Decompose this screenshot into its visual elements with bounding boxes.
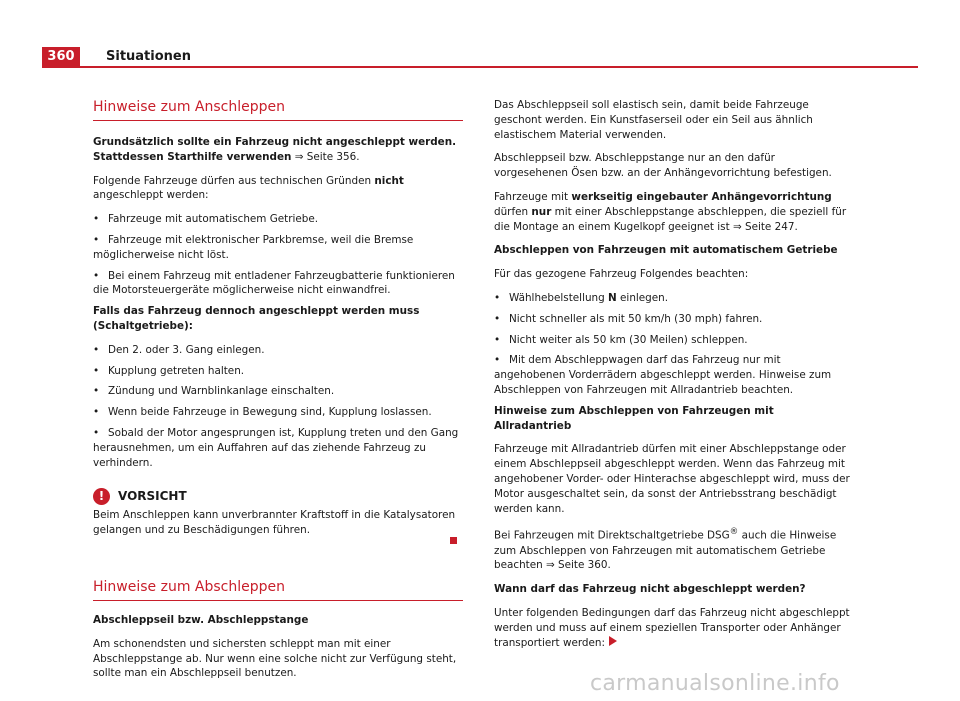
paragraph: Unter folgenden Bedingungen darf das Fahrzeug nicht abgeschleppt werden und muss auf einem speziellen Transporter oder Anhänger transportiert werden: [494, 606, 850, 649]
subheading: Wann darf das Fahrzeug nicht abgeschleppt werden? [494, 583, 806, 596]
subheading: Hinweise zum Abschleppen von Fahrzeugen mit Allradantrieb [494, 404, 774, 432]
bullet-list [494, 291, 850, 398]
paragraph: Folgende Fahrzeuge dürfen aus technischen Gründen nicht angeschleppt werden: [93, 174, 404, 202]
paragraph: Abschleppseil bzw. Abschleppstange nur an den dafür vorgesehenen Ösen bzw. an der Anhängevorrichtung befestigen. [494, 152, 832, 180]
list-item: • Zündung und Warnblinkanlage einschalten. [93, 385, 335, 398]
paragraph: Bei Fahrzeugen mit Direktschaltgetriebe DSG® auch die Hinweise zum Abschleppen von Fahrzeugen mit automatischem Getriebe beachten ⇒ Seite 360. [494, 527, 837, 572]
paragraph: Für das gezogene Fahrzeug Folgendes beachten: [494, 268, 749, 281]
list-item: • Fahrzeuge mit elektronischer Parkbremse, weil die Bremse möglicherweise nicht löst. [93, 233, 414, 261]
page-ref-link[interactable]: ⇒ Seite 247. [732, 220, 798, 233]
right-column [494, 98, 850, 659]
list-item: • Fahrzeuge mit automatischem Getriebe. [93, 213, 319, 226]
paragraph: Fahrzeuge mit werkseitig eingebauter Anhängevorrichtung dürfen nur mit einer Abschleppstange abschleppen, die speziell für die Montage an einem Kugelkopf geeignet ist ⇒ Seite 247. [494, 190, 847, 233]
caution-header [93, 488, 463, 505]
bullet-list-2 [93, 343, 463, 471]
section-title-anschleppen: Hinweise zum Anschleppen [93, 98, 463, 121]
left-column [93, 98, 463, 690]
subheading: Abschleppen von Fahrzeugen mit automatischem Getriebe [494, 244, 838, 257]
page-ref-link[interactable]: ⇒ Seite 356. [294, 150, 360, 163]
list-item: • Kupplung getreten halten. [93, 364, 245, 377]
continue-arrow-icon [609, 636, 617, 646]
list-item: • Sobald der Motor angesprungen ist, Kupplung treten und den Gang herausnehmen, um ein Auffahren auf das ziehende Fahrzeug zu verhindern. [93, 426, 459, 469]
page-header [42, 47, 918, 67]
end-marker-icon [450, 537, 457, 544]
list-item: • Den 2. oder 3. Gang einlegen. [93, 343, 265, 356]
caution-title: VORSICHT [118, 489, 187, 504]
paragraph: Am schonendsten und sichersten schleppt man mit einer Abschleppstange ab. Nur wenn eine solche nicht zur Verfügung steht, sollte man ein Abschleppseil benutzen. [93, 637, 457, 680]
page-ref-link[interactable]: ⇒ Seite 360. [546, 559, 611, 572]
paragraph: Das Abschleppseil soll elastisch sein, damit beide Fahrzeuge geschont werden. Ein Kunstfaserseil oder ein Seil aus ähnlich elastischem Material verwenden. [494, 99, 813, 141]
list-item: • Wenn beide Fahrzeuge in Bewegung sind, Kupplung loslassen. [93, 406, 432, 419]
watermark: carmanualsonline.info [590, 671, 840, 696]
list-item: • Wählhebelstellung N einlegen. [494, 291, 669, 304]
list-item: • Nicht weiter als 50 km (30 Meilen) schleppen. [494, 333, 748, 346]
paragraph: Fahrzeuge mit Allradantrieb dürfen mit einer Abschleppstange oder einem Abschleppseil abgeschleppt werden. Wenn das Fahrzeug mit angehobener Vorder- oder Hinterachse abgeschleppt wird, muss der Motor ausgeschaltet sein, da sonst der Antriebsstrang beschädigt werden kann. [494, 443, 850, 515]
intro-paragraph: Grundsätzlich sollte ein Fahrzeug nicht angeschleppt werden. Stattdessen Starthilfe verwenden ⇒ Seite 356. [93, 136, 457, 163]
subheading: Falls das Fahrzeug dennoch angeschleppt werden muss (Schaltgetriebe): [93, 305, 420, 332]
warning-icon: ! [93, 488, 110, 505]
caution-box [93, 488, 463, 538]
bullet-list-1 [93, 212, 463, 298]
page-number: 360 [42, 47, 80, 67]
subheading: Abschleppseil bzw. Abschleppstange [93, 613, 309, 626]
section-title-abschleppen: Hinweise zum Abschleppen [93, 578, 463, 601]
header-rule [42, 66, 918, 68]
list-item: • Bei einem Fahrzeug mit entladener Fahrzeugbatterie funktionieren die Motorsteuergeräte möglicherweise nicht einwandfrei. [93, 269, 455, 297]
list-item: • Mit dem Abschleppwagen darf das Fahrzeug nur mit angehobenen Vorderrädern abgeschleppt werden. Hinweise zum Abschleppen von Fahrzeugen mit Allradantrieb beachten. [494, 354, 832, 396]
chapter-title: Situationen [106, 49, 191, 64]
list-item: • Nicht schneller als mit 50 km/h (30 mph) fahren. [494, 312, 763, 325]
caution-text: Beim Anschleppen kann unverbrannter Kraftstoff in die Katalysatoren gelangen und zu Beschädigungen führen. [93, 509, 456, 537]
